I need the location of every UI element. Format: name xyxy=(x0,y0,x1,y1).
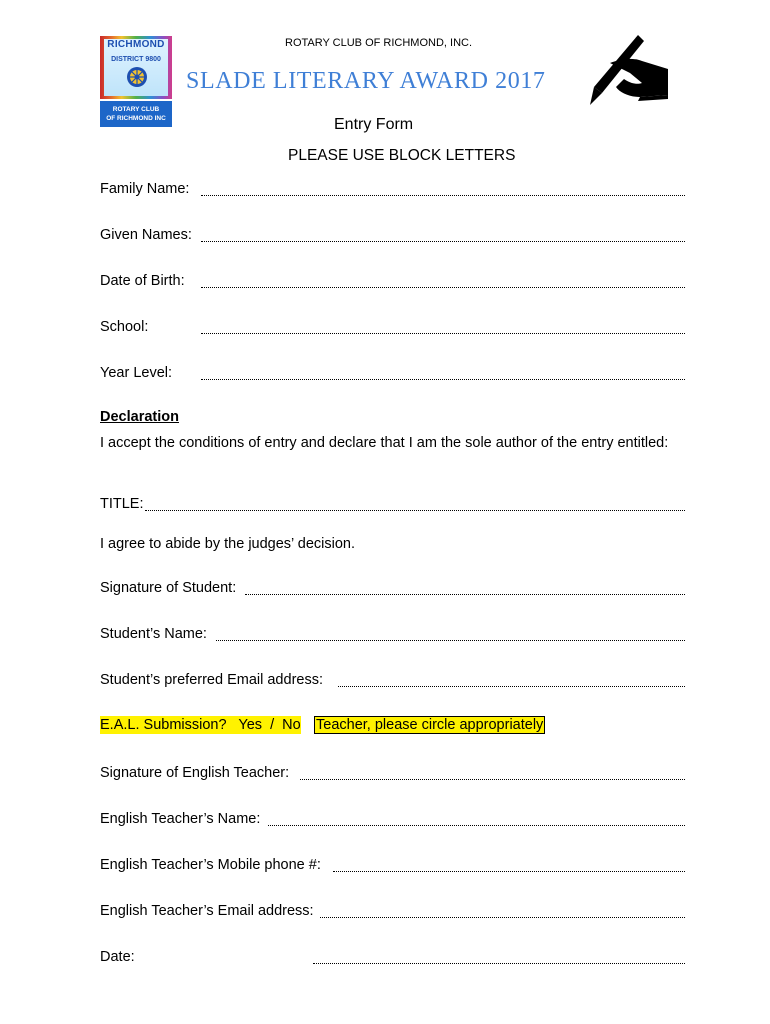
signature-student-label: Signature of Student: xyxy=(100,580,237,596)
logo-richmond-text: RICHMOND xyxy=(107,39,165,50)
block-letters-note: PLEASE USE BLOCK LETTERS xyxy=(288,147,516,164)
title-label: TITLE: xyxy=(100,496,144,512)
year-level-field[interactable] xyxy=(201,379,685,380)
logo-band-line2: OF RICHMOND INC xyxy=(106,115,166,122)
rotary-richmond-logo xyxy=(100,36,172,127)
given-names-field[interactable] xyxy=(201,241,685,242)
award-title: SLADE LITERARY AWARD 2017 xyxy=(186,68,546,94)
agree-text: I agree to abide by the judges’ decision. xyxy=(100,536,355,552)
eal-question[interactable]: E.A.L. Submission? Yes / No xyxy=(100,717,301,733)
logo-band-line1: ROTARY CLUB xyxy=(112,106,160,113)
student-email-field[interactable] xyxy=(338,686,685,687)
signature-student-field[interactable] xyxy=(245,594,685,595)
teacher-email-label: English Teacher’s Email address: xyxy=(100,903,314,919)
teacher-email-field[interactable] xyxy=(320,917,685,918)
entry-form-heading: Entry Form xyxy=(334,116,414,133)
logo-graphic xyxy=(100,36,172,99)
logo-band xyxy=(100,101,172,127)
teacher-signature-field[interactable] xyxy=(300,779,685,780)
student-name-field[interactable] xyxy=(216,640,685,641)
teacher-mobile-label: English Teacher’s Mobile phone #: xyxy=(100,857,321,873)
school-label: School: xyxy=(100,319,149,335)
rotary-wheel-icon xyxy=(126,66,148,88)
teacher-name-label: English Teacher’s Name: xyxy=(100,811,261,827)
pen-hand-icon xyxy=(580,33,670,108)
date-of-birth-field[interactable] xyxy=(201,287,685,288)
logo-district-text: DISTRICT 9800 xyxy=(111,56,161,63)
year-level-label: Year Level: xyxy=(100,365,173,381)
date-label: Date: xyxy=(100,949,135,965)
teacher-signature-label: Signature of English Teacher: xyxy=(100,765,290,781)
family-name-label: Family Name: xyxy=(100,181,190,197)
declaration-heading: Declaration xyxy=(100,409,179,425)
student-email-label: Student’s preferred Email address: xyxy=(100,672,323,688)
teacher-mobile-field[interactable] xyxy=(333,871,685,872)
given-names-label: Given Names: xyxy=(100,227,192,243)
club-name: ROTARY CLUB OF RICHMOND, INC. xyxy=(285,37,473,49)
date-of-birth-label: Date of Birth: xyxy=(100,273,185,289)
declaration-text: I accept the conditions of entry and declare that I am the sole author of the entry entitled: xyxy=(100,435,669,451)
eal-teacher-note: Teacher, please circle appropriately xyxy=(316,717,544,733)
family-name-field[interactable] xyxy=(201,195,685,196)
date-field[interactable] xyxy=(313,963,685,964)
student-name-label: Student’s Name: xyxy=(100,626,207,642)
school-field[interactable] xyxy=(201,333,685,334)
teacher-name-field[interactable] xyxy=(268,825,685,826)
title-field[interactable] xyxy=(145,510,685,511)
